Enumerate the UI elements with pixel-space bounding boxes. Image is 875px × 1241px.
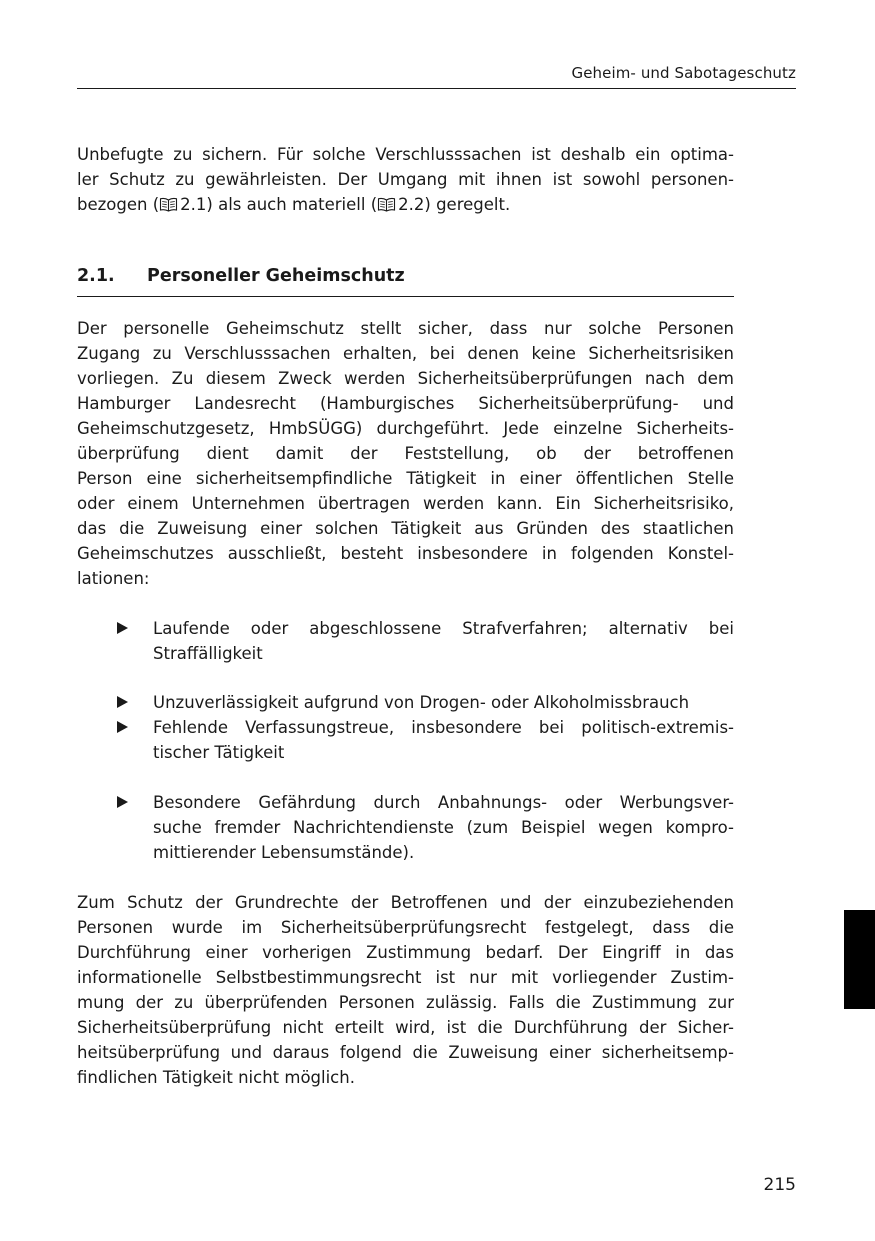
text-line: oder einem Unternehmen übertragen werden kann. Ein Sicherheitsrisiko, bbox=[77, 494, 734, 513]
text-line: Unbefugte zu sichern. Für solche Verschlusssachen ist deshalb ein optima- bbox=[77, 145, 734, 164]
text-line: tischer Tätigkeit bbox=[153, 743, 285, 762]
text-line: Laufende oder abgeschlossene Strafverfahren; alternativ bei bbox=[153, 619, 734, 638]
bullet-text bbox=[153, 690, 734, 715]
text-line: Geheimschutzes ausschließt, besteht insbesondere in folgenden Konstel- bbox=[77, 544, 734, 563]
text-line: Zugang zu Verschlusssachen erhalten, bei denen keine Sicherheitsrisiken bbox=[77, 344, 734, 363]
text-line: informationelle Selbstbestimmungsrecht ist nur mit vorliegender Zustim- bbox=[77, 968, 734, 987]
text-line: Sicherheitsüberprüfung nicht erteilt wird, ist die Durchführung der Sicher- bbox=[77, 1018, 734, 1037]
text-line: mung der zu überprüfenden Personen zulässig. Falls die Zustimmung zur bbox=[77, 993, 734, 1012]
text-fragment: bezogen ( bbox=[77, 195, 160, 214]
text-line bbox=[77, 192, 734, 217]
book-icon bbox=[377, 197, 396, 212]
bullet-triangle-icon bbox=[117, 696, 128, 708]
section-heading bbox=[77, 266, 734, 286]
body-paragraph-2 bbox=[77, 890, 734, 1090]
text-line: Straffälligkeit bbox=[153, 644, 263, 663]
body-paragraph-1 bbox=[77, 316, 734, 591]
book-icon bbox=[159, 197, 178, 212]
intro-paragraph bbox=[77, 142, 734, 217]
running-header: Geheim- und Sabotageschutz bbox=[571, 64, 796, 82]
text-fragment: 2.1) als auch materiell ( bbox=[180, 195, 378, 214]
text-line: Geheimschutzgesetz, HmbSÜGG) durchgeführt. Jede einzelne Sicherheits- bbox=[77, 419, 734, 438]
text-line: Der personelle Geheimschutz stellt sicher, dass nur solche Personen bbox=[77, 319, 734, 338]
text-line: ler Schutz zu gewährleisten. Der Umgang mit ihnen ist sowohl personen- bbox=[77, 170, 734, 189]
text-line: Personen wurde im Sicherheitsüberprüfungsrecht festgelegt, dass die bbox=[77, 918, 734, 937]
bullet-triangle-icon bbox=[117, 622, 128, 634]
text-fragment: 2.2) geregelt. bbox=[398, 195, 511, 214]
section-title: Personeller Geheimschutz bbox=[147, 266, 405, 286]
text-line: mittierender Lebensumstände). bbox=[153, 843, 415, 862]
header-rule bbox=[77, 88, 796, 89]
text-line: lationen: bbox=[77, 569, 150, 588]
text-line: Hamburger Landesrecht (Hamburgisches Sicherheitsüberprüfung- und bbox=[77, 394, 734, 413]
text-line: suche fremder Nachrichtendienste (zum Beispiel wegen kompro- bbox=[153, 818, 734, 837]
bullet-triangle-icon bbox=[117, 796, 128, 808]
text-line: Unzuverlässigkeit aufgrund von Drogen- oder Alkoholmissbrauch bbox=[153, 693, 690, 712]
chapter-thumb-tab bbox=[844, 910, 875, 1009]
page-number: 215 bbox=[763, 1175, 796, 1195]
text-line: Person eine sicherheitsempfindliche Tätigkeit in einer öffentlichen Stelle bbox=[77, 469, 734, 488]
bullet-triangle-icon bbox=[117, 721, 128, 733]
text-line: vorliegen. Zu diesem Zweck werden Sicherheitsüberprüfungen nach dem bbox=[77, 369, 734, 388]
section-rule bbox=[77, 296, 734, 297]
bullet-text bbox=[153, 616, 734, 666]
text-line: heitsüberprüfung und daraus folgend die Zuweisung einer sicherheitsemp- bbox=[77, 1043, 734, 1062]
text-line: Fehlende Verfassungstreue, insbesondere bei politisch-extremis- bbox=[153, 718, 734, 737]
text-line: Durchführung einer vorherigen Zustimmung bedarf. Der Eingriff in das bbox=[77, 943, 734, 962]
text-line: überprüfung dient damit der Feststellung, ob der betroffenen bbox=[77, 444, 734, 463]
text-line: findlichen Tätigkeit nicht möglich. bbox=[77, 1068, 355, 1087]
bullet-text bbox=[153, 790, 734, 865]
section-number: 2.1. bbox=[77, 266, 115, 286]
text-line: Besondere Gefährdung durch Anbahnungs- oder Werbungsver- bbox=[153, 793, 734, 812]
text-line: das die Zuweisung einer solchen Tätigkeit aus Gründen des staatlichen bbox=[77, 519, 734, 538]
bullet-text bbox=[153, 715, 734, 765]
text-line: Zum Schutz der Grundrechte der Betroffenen und der einzubeziehenden bbox=[77, 893, 734, 912]
